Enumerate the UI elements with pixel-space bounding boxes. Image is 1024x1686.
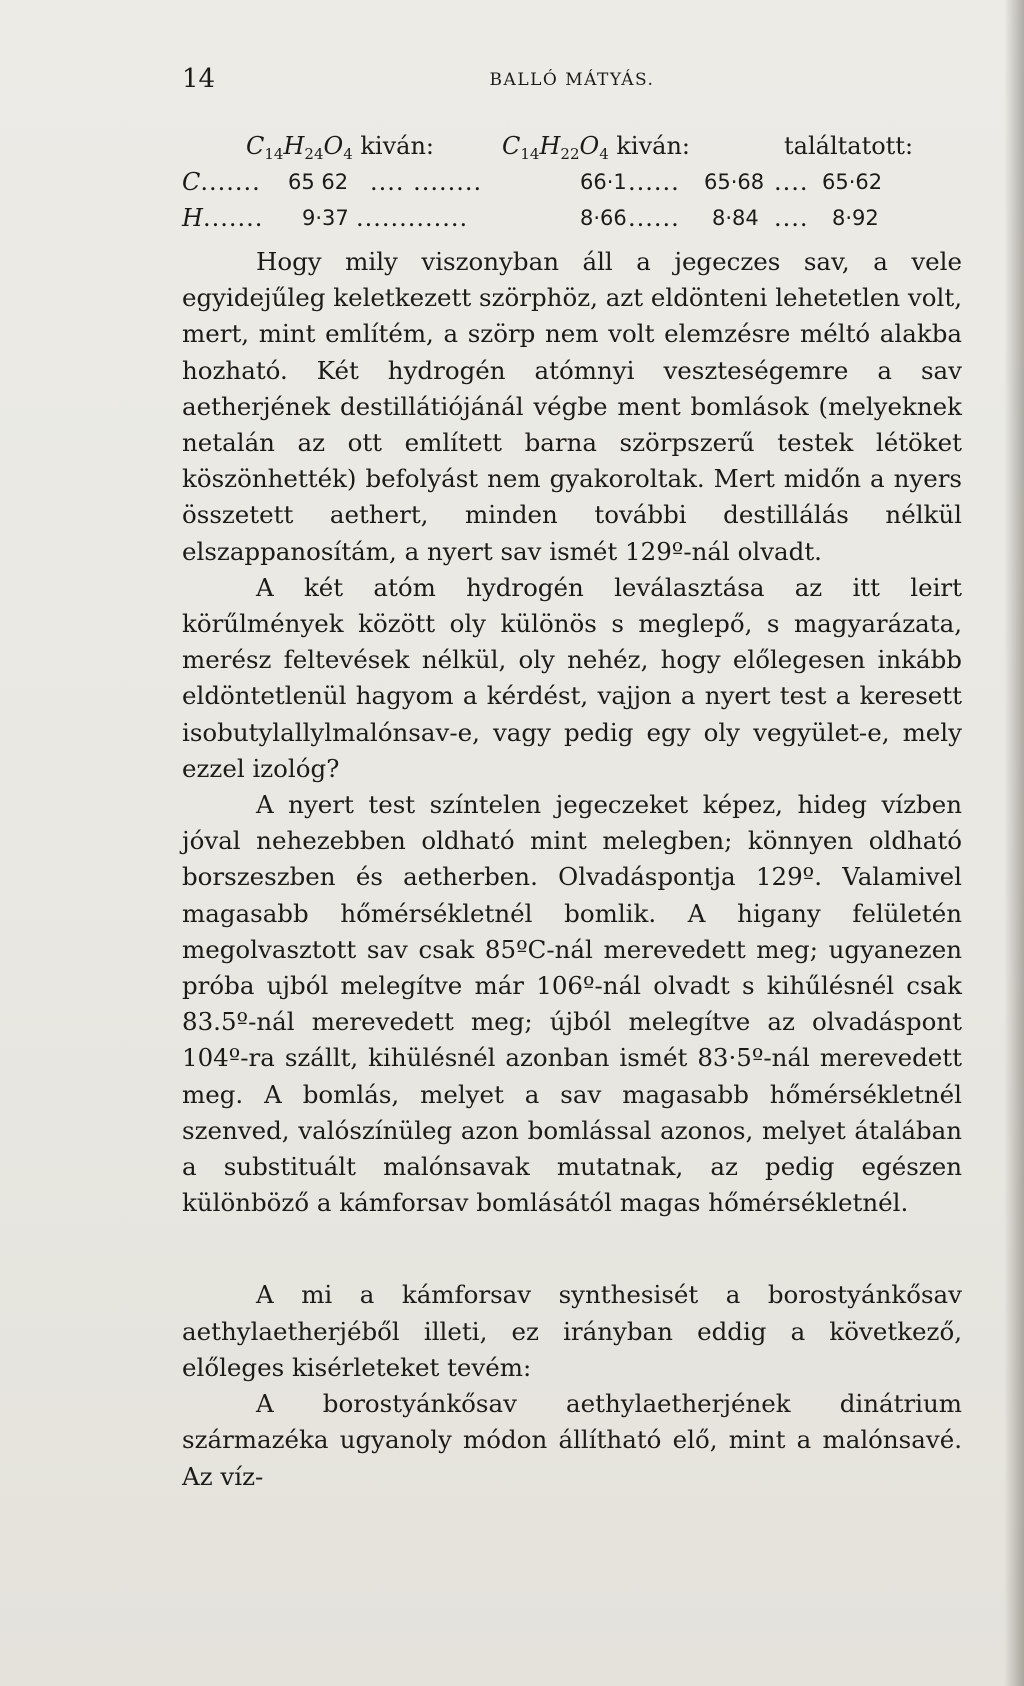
- analysis-row-hydrogen: H....... 9·37 ............. 8·66 ...... 8·84 .... 8·92: [182, 200, 962, 236]
- page-number: 14: [182, 64, 216, 94]
- paragraph-4: A mi a kámforsav synthesisét a borostyánkősav aethylaetherjéből illeti, ez irányban eddig a következő, előleges kisérleteket tevém:: [182, 1280, 962, 1382]
- formula-2-heading: $C_{14}H_{22}O_4$ kiván:: [502, 132, 690, 163]
- hydrogen-value-2: 8·66: [580, 206, 627, 230]
- hydrogen-value-4: 8·92: [832, 206, 879, 230]
- hydrogen-value-1: 9·37: [302, 206, 349, 230]
- running-head: BALLÓ MÁTYÁS.: [489, 70, 655, 90]
- body-text: [182, 244, 962, 1495]
- paragraph-1: Hogy mily viszonyban áll a jegeczes sav, a vele egyidejűleg keletkezett szörphöz, azt eldönteni lehetetlen volt, mert, mint említém, a szörp nem volt elemzésre méltó alakba hozható. Két hydrogén atómnyi veszteségemre a sav aetherjének destillátiójánál végbe ment bomlások (melyeknek netalán az ott említett barna szörpszerű testek létöket köszönhették) befolyást nem gyakoroltak. Mert midőn a nyers összetett aethert, minden további destillálás nélkül elszappanosítám, a nyert sav ismét 129º-nál olvadt.: [182, 247, 962, 566]
- page-edge-shadow: [1004, 0, 1024, 1686]
- paragraph-2: A két atóm hydrogén leválasztása az itt leirt körűlmények között oly különös s meglepő, s magyarázata, merész feltevések nélkül, oly nehéz, hogy előlegesen inkább eldöntetlenül hagyom a kérdést, vajjon a nyert test a keresett isobutylallylmalónsav-e, vagy pedig egy oly vegyület-e, mely ezzel izológ?: [182, 572, 962, 783]
- carbon-value-4: 65·62: [822, 170, 883, 194]
- carbon-value-3: 65·68: [704, 170, 765, 194]
- analysis-row-carbon: C....... 65 62 .... ........ 66·1 ...... 65·68 .... 65·62: [182, 164, 962, 200]
- analysis-header-row: [182, 128, 962, 164]
- carbon-value-2: 66·1: [580, 170, 627, 194]
- paragraph-3: A nyert test színtelen jegeczeket képez, hideg vízben jóval nehezebben oldható mint melegben; könnyen oldható borszeszben és aetherben. Olvadáspontja 129º. Valamivel magasabb hőmérsékletnél bomlik. A higany felületén megolvasztott sav csak 85ºC-nál merevedett meg; ugyanezen próba ujból melegítve már 106º-nál olvadt s kihűlésnél csak 83.5º-nál merevedett meg; újból melegítve az olvadáspont 104º-ra szállt, kihülésnél azonban ismét 83·5º-nál merevedett meg. A bomlás, melyet a sav magasabb hőmérsékletnél szenved, valószínüleg azon bomlással azonos, melyet átalában a substituált malónsavak mutatnak, az pedig egészen különböző a kámforsav bomlásától magas hőmérsékletnél.: [182, 790, 962, 1218]
- paragraph-5: A borostyánkősav aethylaetherjének dinátrium származéka ugyanoly módon állítható elő, mint a malónsavé. Az víz-: [182, 1389, 962, 1491]
- row-label-hydrogen: H: [182, 204, 203, 232]
- elemental-analysis-table: [182, 128, 962, 236]
- carbon-value-1: 65 62: [288, 170, 349, 194]
- row-label-carbon: C: [182, 168, 201, 196]
- hydrogen-value-3: 8·84: [712, 206, 759, 230]
- formula-1-heading: $C_{14}H_{24}O_4$ kiván:: [246, 132, 434, 163]
- page-header: [182, 64, 962, 104]
- found-heading: találtatott:: [784, 132, 914, 160]
